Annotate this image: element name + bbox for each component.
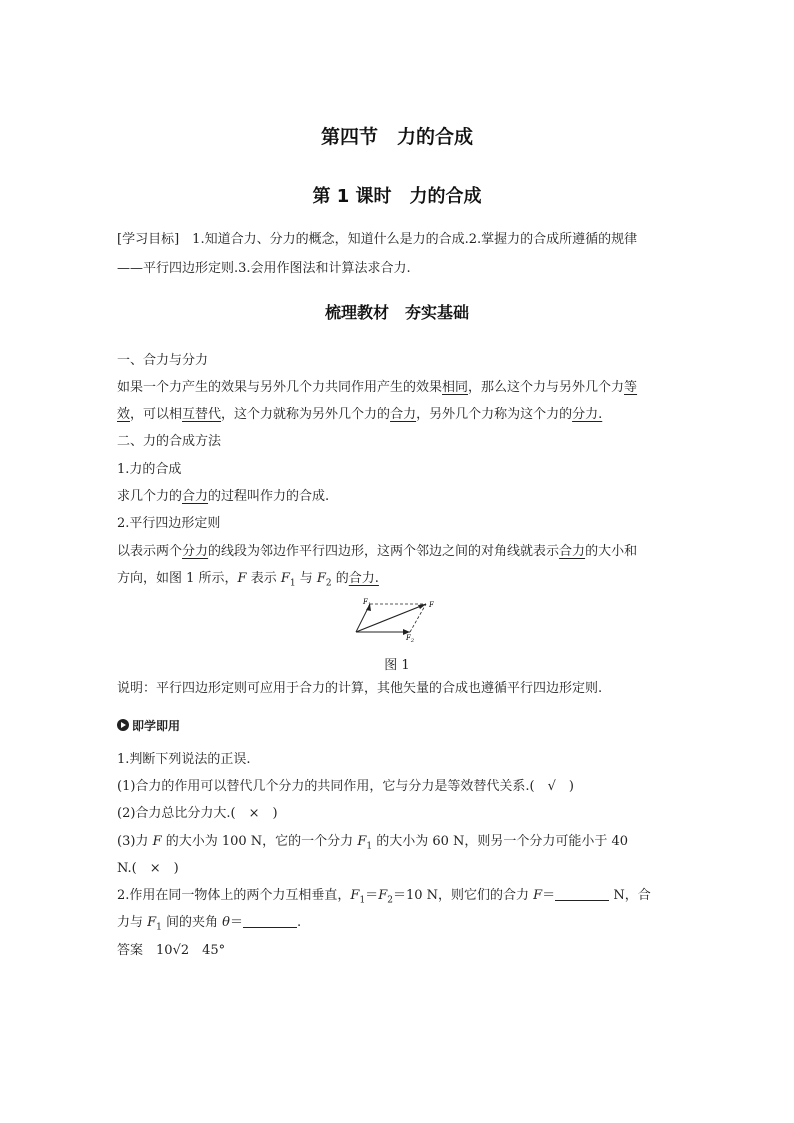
lesson-title: 第 1 课时 力的合成 [312, 186, 482, 207]
fill-answer: 相同 [442, 380, 469, 395]
part1-line-1 [117, 379, 637, 397]
text: 的大小为 100 N，它的一个分力 [161, 834, 358, 849]
symbol: F [152, 834, 162, 849]
heading-text: 即学即用 [132, 719, 181, 733]
answer-value: 10√2 45° [156, 943, 226, 958]
figure-caption: 图 1 [384, 658, 410, 673]
symbol: F [357, 834, 367, 849]
label-f: F [429, 601, 434, 609]
text: (3)力 [117, 834, 153, 849]
text: 的大小为 60 N，则另一个分力可能小于 40 [372, 834, 629, 849]
play-circle-icon [117, 719, 129, 731]
text: ＝10 N，则它们的合力 [392, 888, 534, 903]
subscript: 1 [289, 578, 296, 589]
objectives-line-2: ——平行四边形定则.3.会用作图法和计算法求合力. [117, 261, 411, 276]
symbol: F [378, 888, 388, 903]
answer-line [117, 942, 225, 960]
text: 以表示两个 [117, 544, 183, 559]
question-1-3-cont: N.( × ) [117, 861, 179, 876]
resultant-vector [356, 604, 426, 632]
dashed-side-right [410, 604, 426, 632]
subscript: 2 [387, 895, 393, 906]
resultant-arrowhead [418, 604, 426, 609]
symbol: F [316, 571, 326, 586]
text: 如果一个力产生的效果与另外几个力共同作用产生的效果 [117, 380, 443, 395]
symbol: F [350, 888, 360, 903]
label-f2: $F_2$ [406, 634, 415, 644]
fill-answer: 效 [117, 407, 131, 422]
objectives-label: [学习目标] [117, 232, 180, 247]
subscript: 2 [325, 578, 332, 589]
text: 求几个力的 [117, 489, 183, 504]
text: ，那么这个力与另外几个力 [468, 380, 625, 395]
subscript: 1 [156, 922, 162, 933]
section-subtitle: 梳理教材 夯实基础 [324, 303, 469, 322]
question-1-3 [117, 833, 628, 856]
part2-heading: 二、力的合成方法 [117, 434, 222, 449]
fill-answer: 合力 [390, 407, 417, 422]
text: 表示 [246, 571, 281, 586]
symbol: F [533, 888, 543, 903]
fill-answer: 合力. [348, 571, 379, 586]
note: 说明：平行四边形定则可应用于合力的计算，其他矢量的合成也遵循平行四边形定则. [117, 681, 603, 696]
text: 方向，如图 1 所示， [117, 571, 238, 586]
text: 的过程叫作力的合成. [208, 489, 330, 504]
answer-label: 答案 [117, 943, 144, 958]
fill-answer: 互替代 [182, 407, 222, 422]
question-1-1: (1)合力的作用可以替代几个分力的共同作用，它与分力是等效替代关系.( √ ) [117, 779, 574, 794]
answer-blank-1[interactable] [555, 887, 609, 901]
text: 的线段为邻边作平行四边形，这两个邻边之间的对角线就表示 [208, 544, 560, 559]
text: ，可以相 [130, 407, 183, 422]
part1-heading: 一、合力与分力 [117, 353, 209, 368]
part2-sub2: 2.平行四边形定则 [117, 516, 221, 531]
text: ，另外几个力称为这个力的 [416, 407, 573, 422]
part1-line-2 [117, 406, 602, 424]
text: 与 [295, 571, 317, 586]
text: 间的夹角 [161, 915, 223, 930]
question-2-line-1 [117, 887, 651, 910]
fill-answer: 等 [624, 380, 638, 395]
section-title: 第四节 力的合成 [320, 126, 473, 148]
fill-answer: 合力 [182, 489, 209, 504]
answer-blank-2[interactable] [243, 914, 297, 928]
question-2-line-2 [117, 914, 301, 937]
text: 的大小和 [585, 544, 638, 559]
text: ，这个力就称为另外几个力的 [221, 407, 391, 422]
text: 力与 [117, 915, 148, 930]
text: 2.作用在同一物体上的两个力互相垂直， [117, 888, 351, 903]
fill-answer: 合力 [559, 544, 586, 559]
subscript: 1 [366, 841, 373, 852]
question-1: 1.判断下列说法的正误. [117, 752, 251, 767]
label-f1: $F_1$ [363, 598, 372, 608]
text: . [297, 915, 302, 930]
fill-answer: 分力 [182, 544, 209, 559]
symbol: F [280, 571, 290, 586]
part2-sub1-text [117, 488, 329, 506]
symbol: F [147, 915, 157, 930]
question-1-2: (2)合力总比分力大.( × ) [117, 806, 278, 821]
parallelogram-line-2 [117, 570, 379, 593]
text: ＝ [365, 888, 379, 903]
objectives-line-1 [117, 231, 637, 249]
text: ＝ [230, 915, 244, 930]
part2-sub1: 1.力的合成 [117, 462, 182, 477]
symbol: θ [222, 915, 230, 930]
parallelogram-line-1 [117, 543, 637, 561]
subscript: 1 [359, 895, 366, 906]
practice-heading [117, 717, 180, 735]
objectives-text-1: 1.知道合力、分力的概念，知道什么是力的合成.2.掌握力的合成所遵循的规律 [192, 232, 638, 247]
parallelogram-diagram [350, 594, 450, 646]
text: N，合 [609, 888, 651, 903]
symbol: F [237, 571, 247, 586]
text: 的 [331, 571, 349, 586]
fill-answer: 分力. [572, 407, 603, 422]
text: ＝ [542, 888, 556, 903]
